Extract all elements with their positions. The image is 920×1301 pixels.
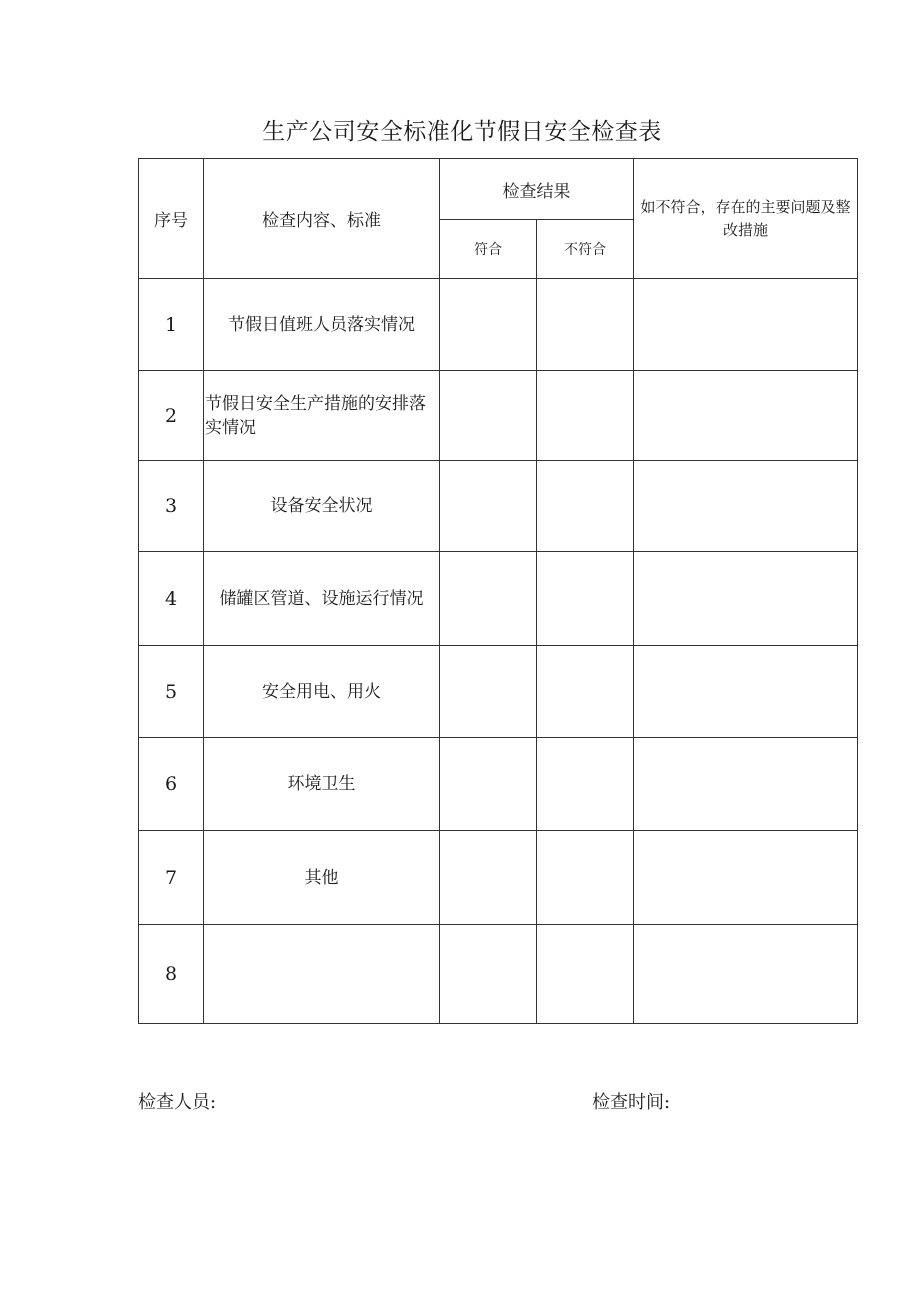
header-result: 检查结果 xyxy=(440,159,634,220)
nonconform-cell[interactable] xyxy=(537,552,634,646)
table-row xyxy=(139,925,858,1024)
row-number: 4 xyxy=(139,552,204,646)
nonconform-cell[interactable] xyxy=(537,371,634,461)
conform-cell[interactable] xyxy=(440,831,537,925)
conform-cell[interactable] xyxy=(440,461,537,552)
nonconform-cell[interactable] xyxy=(537,738,634,831)
row-number: 8 xyxy=(139,925,204,1024)
note-cell[interactable] xyxy=(634,646,858,738)
table-row xyxy=(139,646,858,738)
table-row xyxy=(139,279,858,371)
header-seq: 序号 xyxy=(139,159,204,279)
row-number: 3 xyxy=(139,461,204,552)
header-note: 如不符合，存在的主要问题及整改措施 xyxy=(634,159,858,279)
nonconform-cell[interactable] xyxy=(537,646,634,738)
table-row xyxy=(139,831,858,925)
row-content: 节假日值班人员落实情况 xyxy=(204,279,440,371)
row-number: 6 xyxy=(139,738,204,831)
conform-cell[interactable] xyxy=(440,925,537,1024)
row-content: 储罐区管道、设施运行情况 xyxy=(204,552,440,646)
row-content: 设备安全状况 xyxy=(204,461,440,552)
note-cell[interactable] xyxy=(634,738,858,831)
row-number: 5 xyxy=(139,646,204,738)
header-content: 检查内容、标准 xyxy=(204,159,440,279)
row-content: 环境卫生 xyxy=(204,738,440,831)
conform-cell[interactable] xyxy=(440,738,537,831)
table-row xyxy=(139,738,858,831)
conform-cell[interactable] xyxy=(440,371,537,461)
inspection-table xyxy=(138,158,858,1024)
table-row xyxy=(139,552,858,646)
row-number: 2 xyxy=(139,371,204,461)
row-number: 1 xyxy=(139,279,204,371)
note-cell[interactable] xyxy=(634,925,858,1024)
table-row xyxy=(139,371,858,461)
row-number: 7 xyxy=(139,831,204,925)
row-content: 安全用电、用火 xyxy=(204,646,440,738)
inspector-label: 检查人员: xyxy=(138,1092,217,1113)
header-nonconform: 不符合 xyxy=(537,220,634,279)
note-cell[interactable] xyxy=(634,461,858,552)
page-title: 生产公司安全标准化节假日安全检查表 xyxy=(262,119,662,145)
inspection-time-label: 检查时间: xyxy=(592,1092,671,1113)
nonconform-cell[interactable] xyxy=(537,831,634,925)
conform-cell[interactable] xyxy=(440,552,537,646)
conform-cell[interactable] xyxy=(440,646,537,738)
row-content: 其他 xyxy=(204,831,440,925)
note-cell[interactable] xyxy=(634,371,858,461)
note-cell[interactable] xyxy=(634,279,858,371)
note-cell[interactable] xyxy=(634,552,858,646)
note-cell[interactable] xyxy=(634,831,858,925)
nonconform-cell[interactable] xyxy=(537,925,634,1024)
header-conform: 符合 xyxy=(440,220,537,279)
table-row xyxy=(139,461,858,552)
nonconform-cell[interactable] xyxy=(537,461,634,552)
row-content: 节假日安全生产措施的安排落实情况 xyxy=(204,371,440,461)
nonconform-cell[interactable] xyxy=(537,279,634,371)
row-content[interactable] xyxy=(204,925,440,1024)
conform-cell[interactable] xyxy=(440,279,537,371)
